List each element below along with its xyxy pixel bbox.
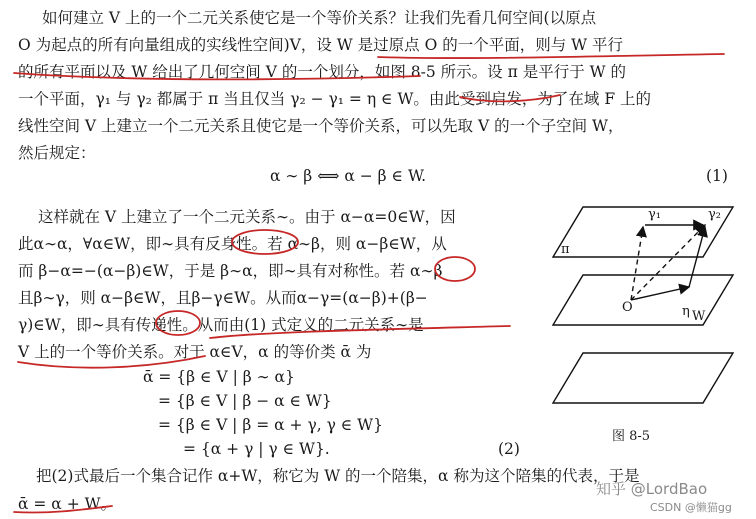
text-line: V 上的一个等价关系。对于 α∈V，α 的等价类 ᾱ 为 (18, 343, 372, 361)
text-line: 线性空间 V 上建立一个二元关系且使它是一个等价关系，可以先取 V 的一个子空间 W， (18, 117, 624, 135)
text-line: 一个平面，γ₁ 与 γ₂ 都属于 π 当且仅当 γ₂ − γ₁ = η ∈ W。由此受到启发，为了在域 F 上的 (18, 90, 651, 108)
label-origin: O (622, 300, 633, 315)
text-line: ᾱ = α + W。 (18, 495, 117, 513)
text-line: 且β∼γ，则 α−β∈W，且β−γ∈W。从而α−γ=(α−β)+(β− (18, 289, 428, 307)
label-eta: η (682, 304, 690, 319)
equation-2-line: = {β ∈ V | β = α + γ, γ ∈ W} (158, 416, 383, 434)
watermark-sub: CSDN @懒猫gg (650, 501, 732, 514)
text-line: 这样就在 V 上建立了一个二元关系∼。由于 α−α=0∈W，因 (38, 208, 456, 226)
text-line: 而 β−α=−(α−β)∈W，于是 β∼α，即∼具有对称性。若 α∼β (18, 262, 443, 280)
watermark-main: 知乎 @LordBao (596, 480, 708, 498)
text-line: γ)∈W，即∼具有传递性。从而由(1) 式定义的二元关系∼是 (18, 316, 424, 334)
equation-2-line: = {β ∈ V | β − α ∈ W} (158, 392, 332, 410)
text-line: 然后规定： (18, 144, 96, 162)
equation-2-line: ᾱ = {β ∈ V | β ∼ α} (143, 368, 295, 386)
equation-2-number: (2) (498, 440, 520, 458)
label-gamma2: γ₂ (708, 207, 721, 222)
text-line: 的所有平面以及 W 给出了几何空间 V 的一个划分，如图 8-5 所示。设 π 是平行于 W 的 (18, 63, 626, 81)
text-line: 如何建立 V 上的一个二元关系使它是一个等价关系？让我们先看几何空间(以原点 (42, 9, 597, 27)
equation-2-line: = {α + γ | γ ∈ W}. (183, 440, 330, 458)
text-line: O 为起点的所有向量组成的实线性空间)V，设 W 是过原点 O 的一个平面，则与 W 平行 (18, 36, 624, 54)
figure-caption: 图 8-5 (612, 429, 651, 444)
equation-1-number: (1) (706, 167, 728, 185)
label-pi: π (561, 242, 570, 257)
equation-1: α ∼ β ⟺ α − β ∈ W. (270, 167, 427, 185)
text-line: 此α∼α，∀α∈W，即∼具有反身性。若 α∼β，则 α−β∈W，从 (18, 235, 447, 253)
text-line: 把(2)式最后一个集合记作 α+W，称它为 W 的一个陪集，α 称为这个陪集的代表，于是 (36, 467, 640, 485)
label-w: W (692, 309, 706, 324)
label-gamma1: γ₁ (648, 207, 661, 222)
